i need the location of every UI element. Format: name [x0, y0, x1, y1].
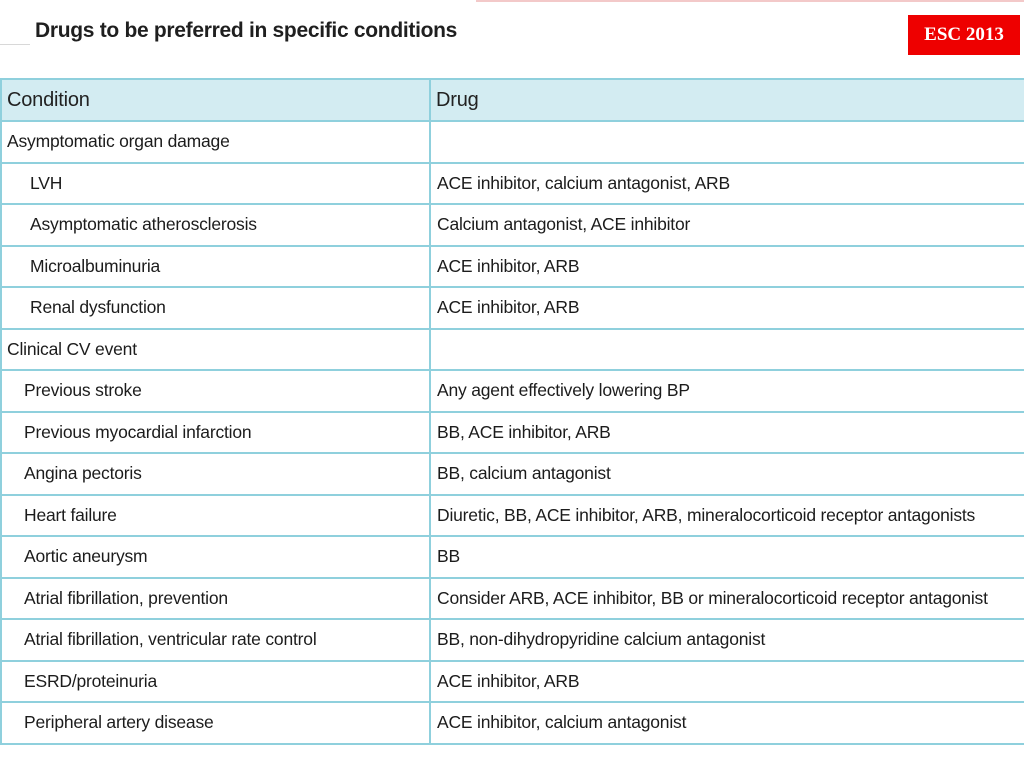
drug-cell: Diuretic, BB, ACE inhibitor, ARB, mineralocorticoid receptor antagonists [430, 495, 1024, 537]
condition-cell: Microalbuminuria [1, 246, 430, 288]
drug-table-wrapper [0, 78, 1024, 768]
drug-cell: ACE inhibitor, calcium antagonist [430, 702, 1024, 744]
header-drug: Drug [430, 79, 1024, 121]
drug-cell: BB, ACE inhibitor, ARB [430, 412, 1024, 454]
condition-cell: Asymptomatic organ damage [1, 121, 430, 163]
table-row [1, 536, 1024, 578]
drug-cell [430, 329, 1024, 371]
top-rule [476, 0, 1024, 2]
table-row [1, 661, 1024, 703]
drug-cell: Consider ARB, ACE inhibitor, BB or mineralocorticoid receptor antagonist [430, 578, 1024, 620]
table-row [1, 329, 1024, 371]
table-row [1, 453, 1024, 495]
condition-cell: Aortic aneurysm [1, 536, 430, 578]
condition-cell: Asymptomatic atherosclerosis [1, 204, 430, 246]
drug-cell: ACE inhibitor, ARB [430, 287, 1024, 329]
table-row [1, 495, 1024, 537]
table-row [1, 702, 1024, 744]
condition-cell: ESRD/proteinuria [1, 661, 430, 703]
table-row [1, 204, 1024, 246]
drug-cell: BB, non-dihydropyridine calcium antagonist [430, 619, 1024, 661]
drug-cell: ACE inhibitor, ARB [430, 246, 1024, 288]
drug-cell: ACE inhibitor, calcium antagonist, ARB [430, 163, 1024, 205]
condition-cell: Peripheral artery disease [1, 702, 430, 744]
esc-badge: ESC 2013 [908, 15, 1020, 55]
condition-cell: Heart failure [1, 495, 430, 537]
slide-title: Drugs to be preferred in specific conditions [35, 19, 458, 42]
condition-cell: Previous myocardial infarction [1, 412, 430, 454]
table-row [1, 287, 1024, 329]
drug-cell: ACE inhibitor, ARB [430, 661, 1024, 703]
condition-cell: Atrial fibrillation, prevention [1, 578, 430, 620]
table-row [1, 246, 1024, 288]
table-row [1, 578, 1024, 620]
drug-cell: Any agent effectively lowering BP [430, 370, 1024, 412]
title-underline [0, 44, 30, 45]
table-row [1, 370, 1024, 412]
drug-cell: BB [430, 536, 1024, 578]
condition-cell: Clinical CV event [1, 329, 430, 371]
condition-cell: Previous stroke [1, 370, 430, 412]
condition-cell: Angina pectoris [1, 453, 430, 495]
drug-cell: Calcium antagonist, ACE inhibitor [430, 204, 1024, 246]
drug-table [0, 78, 1024, 745]
condition-cell: Atrial fibrillation, ventricular rate control [1, 619, 430, 661]
table-row [1, 619, 1024, 661]
header-condition: Condition [1, 79, 430, 121]
condition-cell: LVH [1, 163, 430, 205]
condition-cell: Renal dysfunction [1, 287, 430, 329]
table-row [1, 163, 1024, 205]
table-row [1, 121, 1024, 163]
drug-cell: BB, calcium antagonist [430, 453, 1024, 495]
drug-cell [430, 121, 1024, 163]
table-header-row [1, 79, 1024, 121]
table-row [1, 412, 1024, 454]
